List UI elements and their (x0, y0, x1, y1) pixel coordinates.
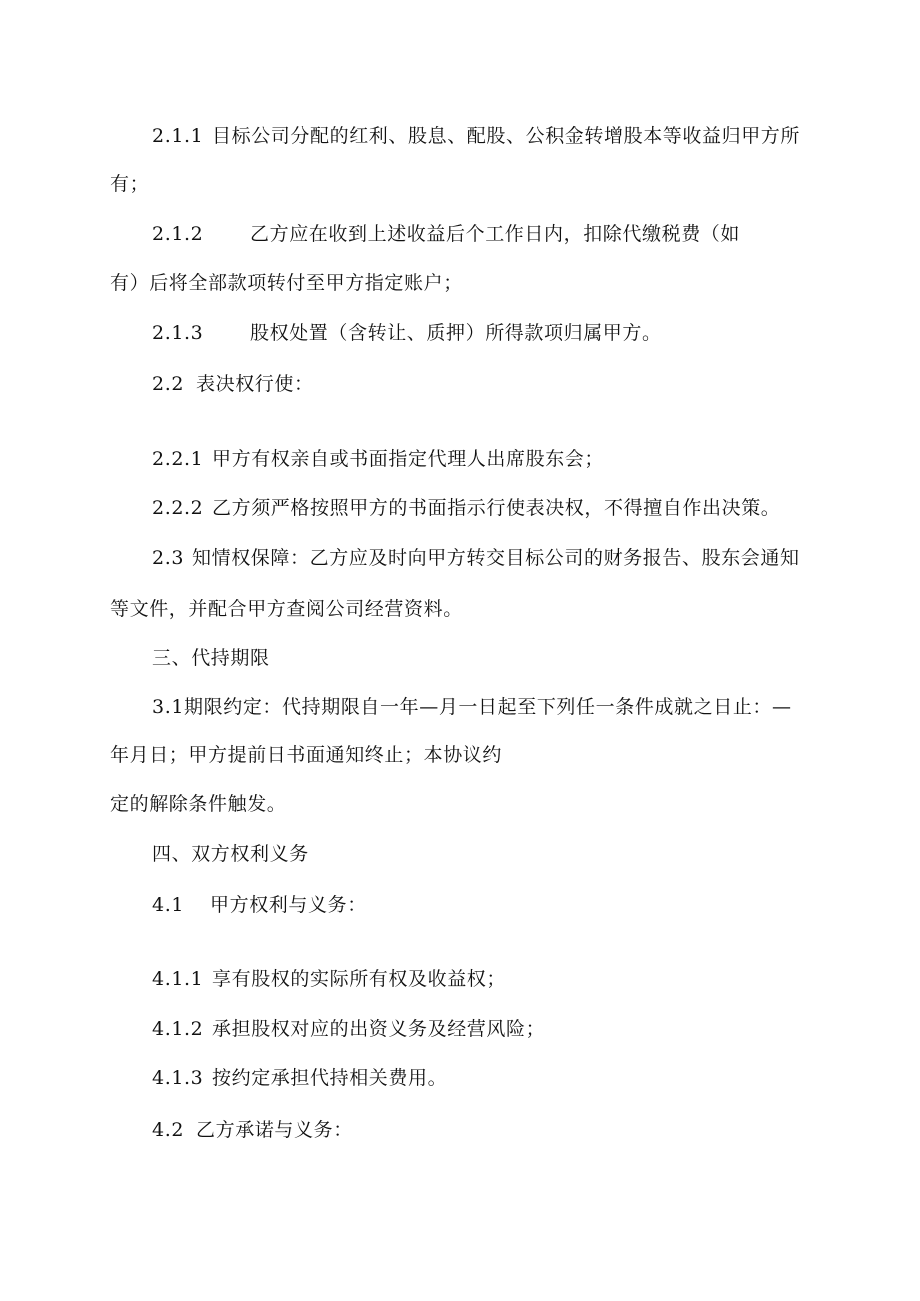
clause-text: 享有股权的实际所有权及收益权； (212, 968, 507, 990)
clause-4-1-3 (152, 1066, 447, 1090)
clause-2-2 (152, 372, 314, 396)
clause-text: 股权处置（含转让、质押）所得款项归属甲方。 (250, 322, 662, 344)
clause-number: 2.2 (152, 373, 185, 395)
section-title: 四、双方权利义务 (152, 843, 309, 865)
clause-number: 2.3 (152, 547, 185, 569)
clause-number: 2.2.2 (152, 497, 204, 519)
clause-3-1-cont2 (110, 792, 286, 816)
clause-text: 乙方须严格按照甲方的书面指示行使表决权，不得擅自作出决策。 (212, 497, 781, 519)
clause-number: 2.1.3 (152, 322, 204, 344)
clause-number: 2.2.1 (152, 448, 204, 470)
clause-2-1-2-cont (110, 271, 463, 295)
clause-number: 4.1 (152, 894, 185, 916)
clause-2-1-1-cont (110, 172, 149, 196)
clause-text: 定的解除条件触发。 (110, 793, 287, 815)
clause-text: 等文件，并配合甲方查阅公司经营资料。 (110, 598, 463, 620)
clause-text: 甲方有权亲自或书面指定代理人出席股东会； (212, 448, 605, 470)
clause-4-2 (152, 1118, 353, 1142)
clause-2-2-1 (152, 447, 604, 471)
clause-3-1-cont (110, 743, 502, 767)
clause-3-1 (152, 695, 792, 719)
section-heading-3 (152, 646, 270, 670)
clause-text: 按约定承担代持相关费用。 (212, 1067, 448, 1089)
clause-2-3 (152, 546, 800, 570)
clause-text: 知情权保障：乙方应及时向甲方转交目标公司的财务报告、股东会通知 (192, 547, 800, 569)
clause-text: 表决权行使： (196, 373, 314, 395)
clause-4-1-1 (152, 967, 506, 991)
clause-text: 甲方权利与义务： (210, 894, 367, 916)
clause-text: 有； (110, 173, 150, 195)
clause-text: 乙方承诺与义务： (196, 1119, 353, 1141)
clause-2-1-3 (152, 321, 662, 345)
clause-number: 2.1.1 (152, 125, 204, 147)
clause-2-3-cont (110, 597, 463, 621)
clause-number: 4.2 (152, 1119, 185, 1141)
clause-2-1-2 (152, 222, 740, 246)
section-heading-4 (152, 842, 309, 866)
clause-text: 年月日；甲方提前日书面通知终止；本协议约 (110, 744, 503, 766)
clause-number: 4.1.2 (152, 1018, 204, 1040)
clause-text: 乙方应在收到上述收益后个工作日内，扣除代缴税费（如 (250, 223, 741, 245)
clause-2-2-2 (152, 496, 780, 520)
clause-4-1 (152, 893, 367, 917)
clause-text: 3.1期限约定：代持期限自一年—月一日起至下列任一条件成就之日止：— (152, 696, 792, 718)
clause-text: 承担股权对应的出资义务及经营风险； (212, 1018, 546, 1040)
clause-number: 2.1.2 (152, 223, 204, 245)
clause-number: 4.1.1 (152, 968, 204, 990)
clause-4-1-2 (152, 1017, 545, 1041)
clause-text: 有）后将全部款项转付至甲方指定账户； (110, 272, 463, 294)
section-title: 三、代持期限 (152, 647, 270, 669)
clause-text: 目标公司分配的红利、股息、配股、公积金转增股本等收益归甲方所 (212, 125, 801, 147)
clause-2-1-1 (152, 124, 800, 148)
clause-number: 4.1.3 (152, 1067, 204, 1089)
